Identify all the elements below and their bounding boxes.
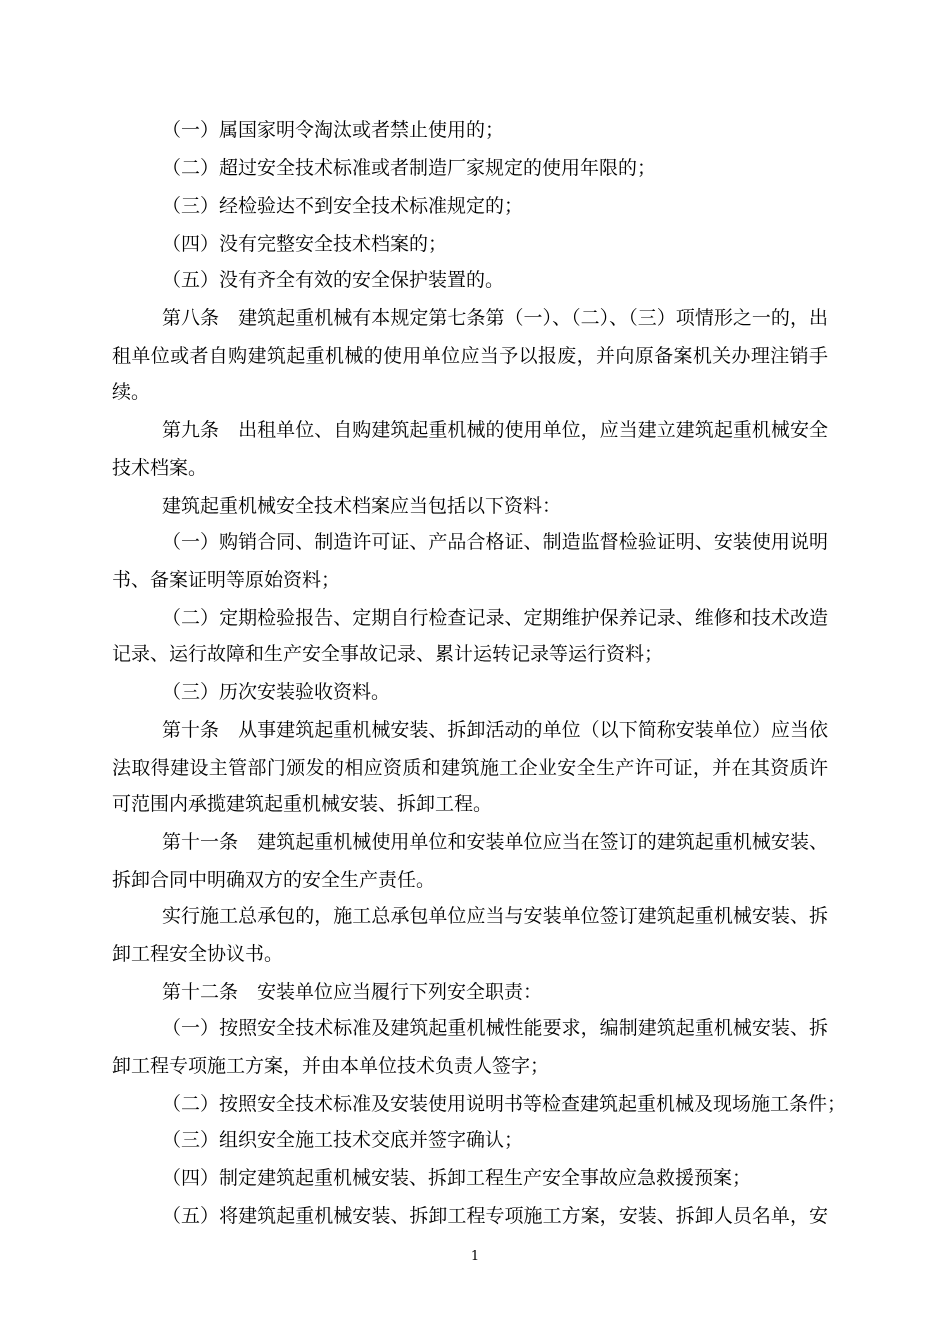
article-11-line: 拆卸合同中明确双方的安全生产责任。 [112, 869, 436, 891]
article-10-line: 可范围内承揽建筑起重机械安装、拆卸工程。 [112, 793, 493, 815]
article-12-line: 第十二条 安装单位应当履行下列安全职责： [162, 981, 543, 1003]
text-line: （二）超过安全技术标准或者制造厂家规定的使用年限的； [162, 157, 657, 179]
article-8-line: 续。 [112, 381, 151, 403]
text-line: （一）购销合同、制造许可证、产品合格证、制造监督检验证明、安装使用说明 [162, 531, 828, 553]
text-line: 卸工程专项施工方案，并由本单位技术负责人签字； [112, 1055, 550, 1077]
text-line: （四）制定建筑起重机械安装、拆卸工程生产安全事故应急救援预案； [162, 1167, 752, 1189]
text-line: 卸工程安全协议书。 [112, 943, 284, 965]
text-line: （二）按照安全技术标准及安装使用说明书等检查建筑起重机械及现场施工条件； [162, 1093, 847, 1115]
article-9-line: 第九条 出租单位、自购建筑起重机械的使用单位，应当建立建筑起重机械安全 [162, 419, 828, 441]
text-line: （三）组织安全施工技术交底并签字确认； [162, 1129, 524, 1151]
text-line: （四）没有完整安全技术档案的； [162, 233, 448, 255]
page-number: 1 [470, 1249, 480, 1264]
text-line: （二）定期检验报告、定期自行检查记录、定期维护保养记录、维修和技术改造 [162, 607, 828, 629]
text-line: （一）属国家明令淘汰或者禁止使用的； [162, 119, 505, 141]
article-8-line: 租单位或者自购建筑起重机械的使用单位应当予以报废，并向原备案机关办理注销手 [112, 345, 828, 367]
article-11-line: 第十一条 建筑起重机械使用单位和安装单位应当在签订的建筑起重机械安装、 [162, 831, 828, 853]
text-line: （三）历次安装验收资料。 [162, 681, 391, 703]
text-line: （三）经检验达不到安全技术标准规定的； [162, 195, 524, 217]
text-line: （五）将建筑起重机械安装、拆卸工程专项施工方案，安装、拆卸人员名单，安 [162, 1205, 828, 1227]
article-10-line: 第十条 从事建筑起重机械安装、拆卸活动的单位（以下简称安装单位）应当依 [162, 719, 828, 741]
article-8-line: 第八条 建筑起重机械有本规定第七条第（一）、（二）、（三）项情形之一的，出 [162, 307, 828, 329]
text-line: （一）按照安全技术标准及建筑起重机械性能要求，编制建筑起重机械安装、拆 [162, 1017, 828, 1039]
article-9-line: 技术档案。 [112, 457, 208, 479]
text-line: 书、备案证明等原始资料； [112, 569, 341, 591]
text-line: （五）没有齐全有效的安全保护装置的。 [162, 269, 505, 291]
text-line: 建筑起重机械安全技术档案应当包括以下资料： [162, 495, 562, 517]
article-10-line: 法取得建设主管部门颁发的相应资质和建筑施工企业安全生产许可证，并在其资质许 [112, 757, 828, 779]
text-line: 记录、运行故障和生产安全事故记录、累计运转记录等运行资料； [112, 643, 664, 665]
text-line: 实行施工总承包的，施工总承包单位应当与安装单位签订建筑起重机械安装、拆 [162, 905, 828, 927]
